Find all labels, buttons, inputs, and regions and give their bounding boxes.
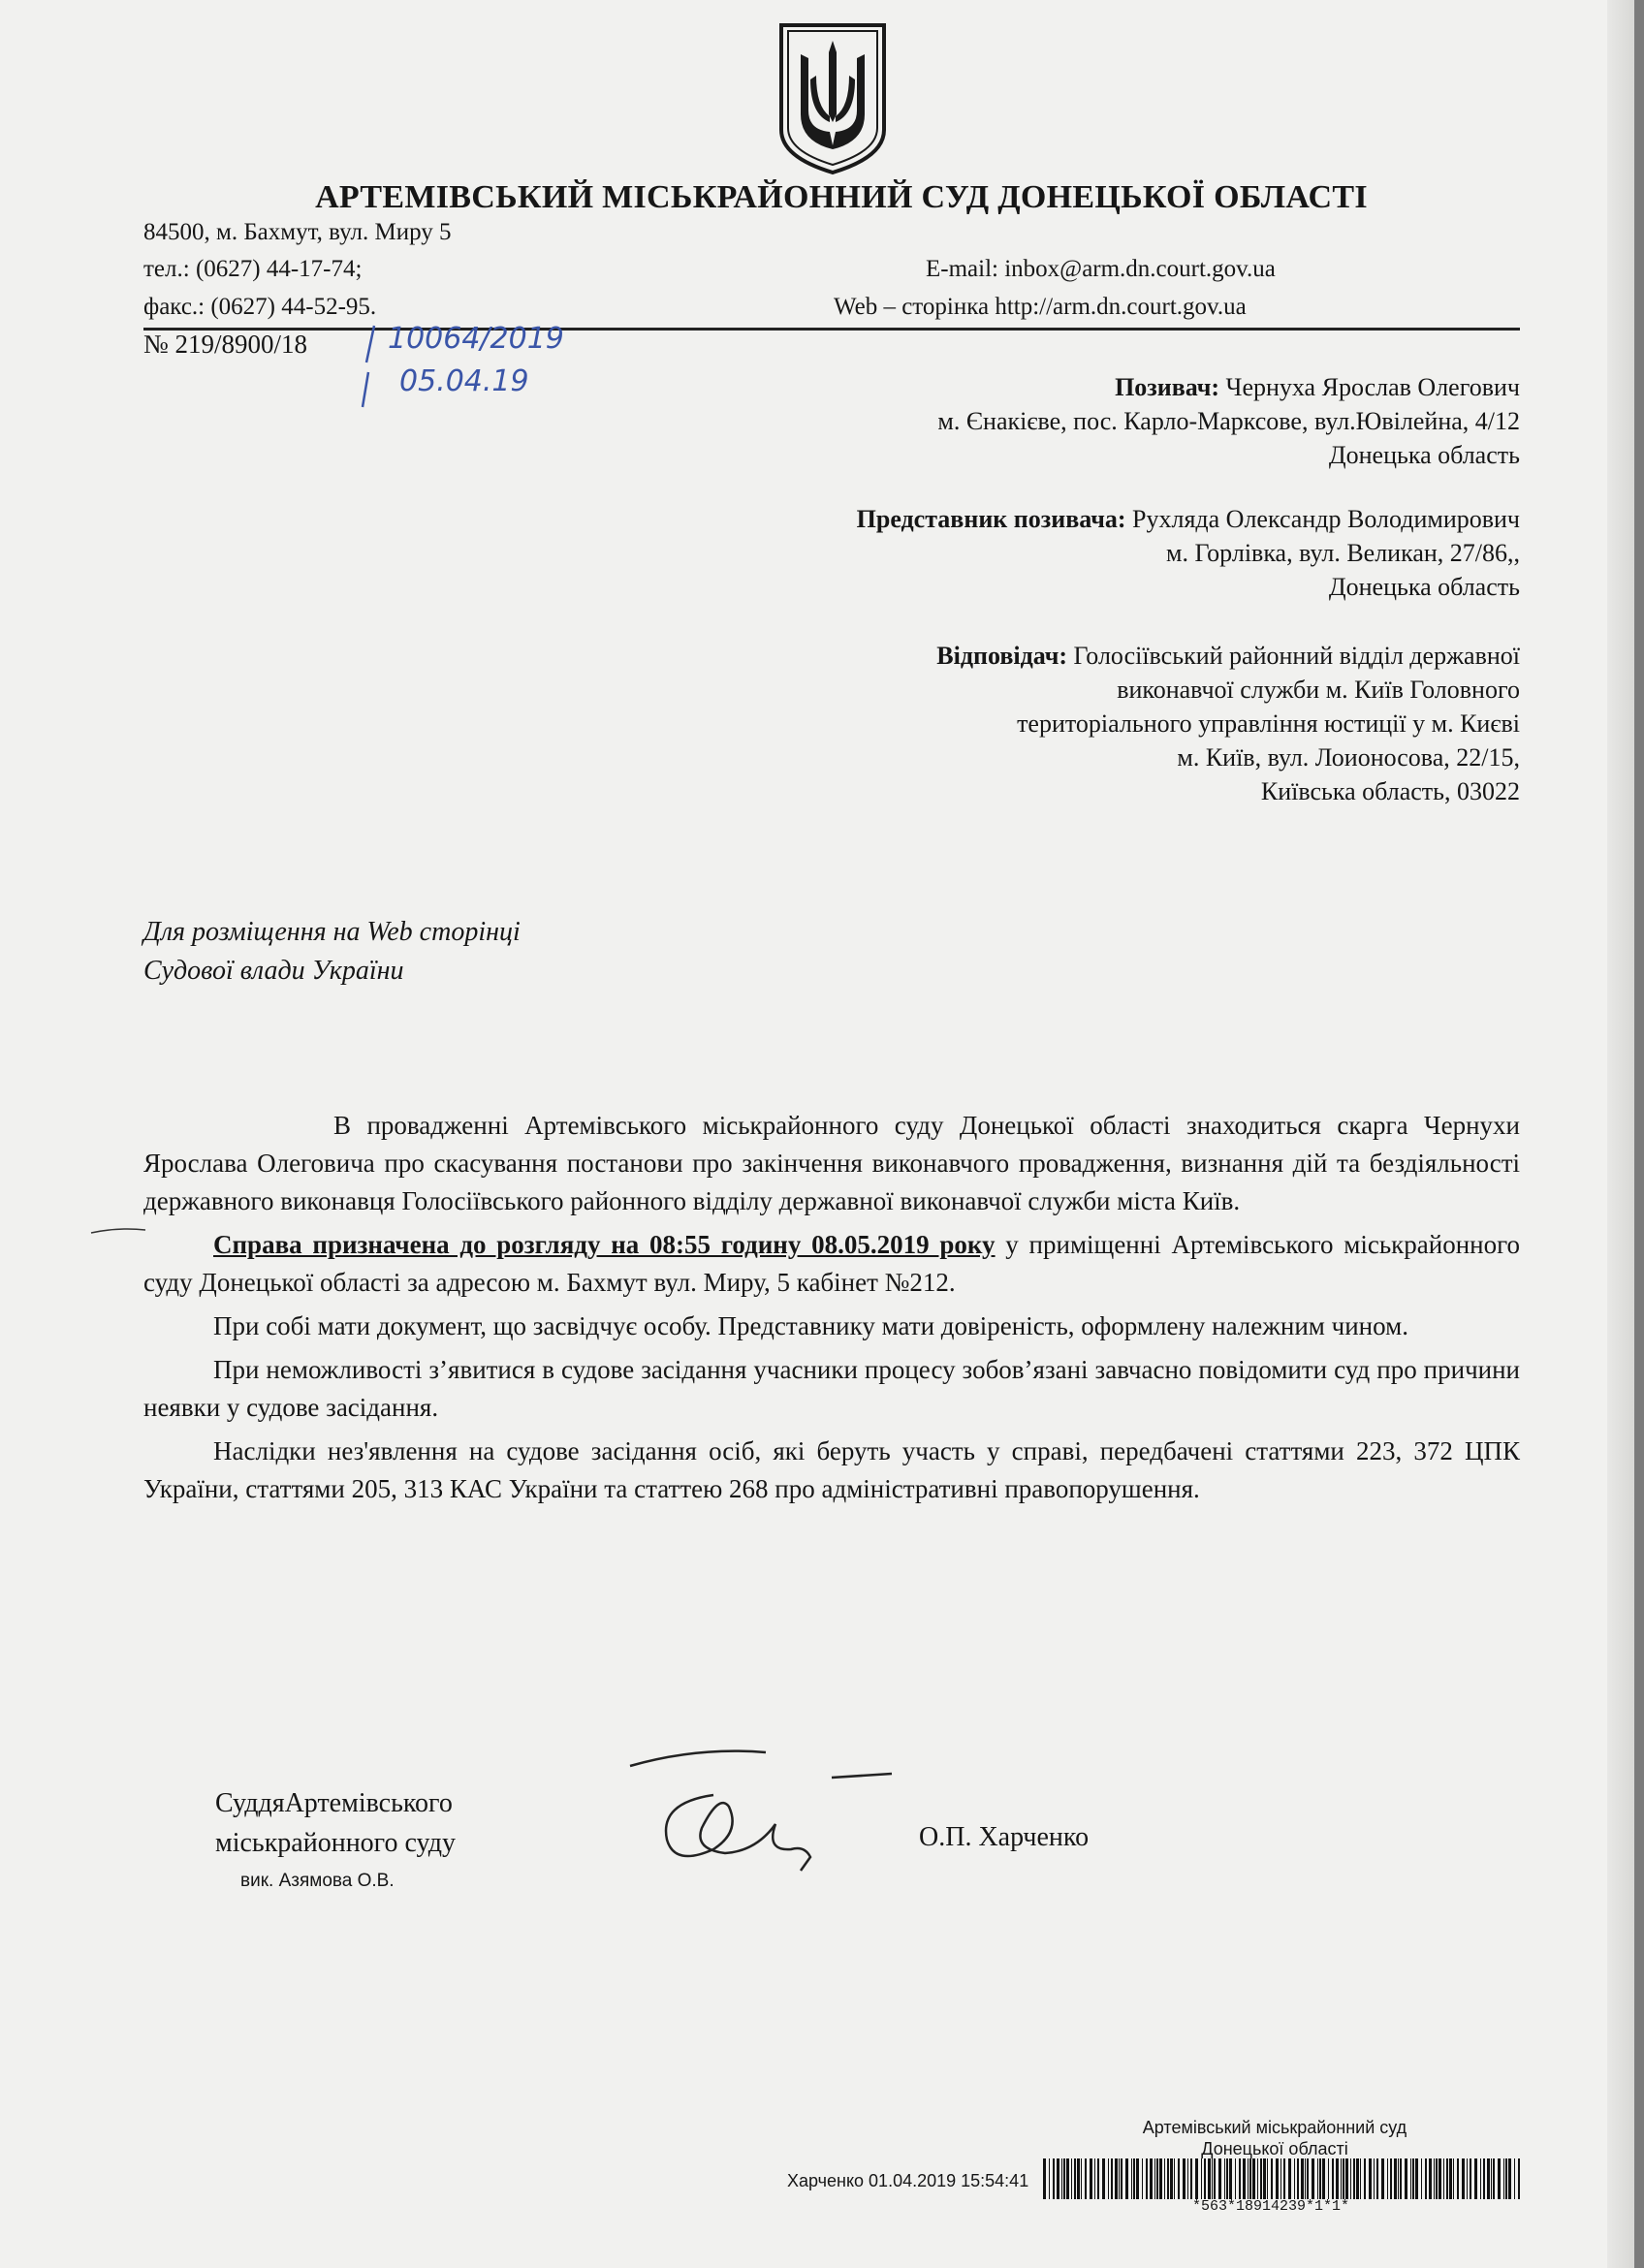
barcode-bar [1360, 2158, 1361, 2199]
barcode-bar [1283, 2158, 1285, 2199]
web-publication-note [143, 913, 521, 991]
handwritten-reg-date: 05.04.19 [399, 364, 529, 398]
barcode-bar [1049, 2158, 1050, 2199]
barcode-bar [1066, 2158, 1069, 2199]
barcode-bar [1353, 2158, 1355, 2199]
document-number: № 219/8900/18 [143, 330, 308, 359]
barcode-bar [1061, 2158, 1062, 2199]
court-fax: факс.: (0627) 44-52-95. [143, 294, 377, 320]
barcode-bar [1150, 2158, 1153, 2199]
barcode-bar [1195, 2158, 1198, 2199]
registry-stamp [1115, 2117, 1435, 2159]
body-paragraph-1: В провадженні Артемівського міськрайонного суду Донецької області знаходиться скарга Чернухи Ярослава Олеговича про скасування постанови про закінчення виконавчого провадження, визнання дій та бездіяльності державного виконавця Голосіївського районного відділу державної виконавчої служби міста Київ. [143, 1111, 1520, 1215]
barcode-icon [1043, 2158, 1524, 2199]
barcode-bar [1387, 2158, 1388, 2199]
barcode-bar [1249, 2158, 1251, 2199]
barcode-bar [1226, 2158, 1228, 2199]
barcode-bar [1125, 2158, 1128, 2199]
barcode-bar [1260, 2158, 1262, 2199]
representative-name: Рухляда Олександр Володимирович [1132, 505, 1520, 533]
barcode-bar [1381, 2158, 1384, 2199]
barcode-bar [1429, 2158, 1432, 2199]
plaintiff-address: м. Єнакієве, пос. Карло-Марксове, вул.Ювілейна, 4/12 [937, 407, 1520, 435]
barcode-bar [1142, 2158, 1143, 2199]
representative-block [857, 502, 1520, 604]
barcode-bar [1438, 2158, 1441, 2199]
barcode-bar [1350, 2158, 1351, 2199]
barcode-bar [1505, 2158, 1507, 2199]
barcode-number: *563*18914239*1*1* [1192, 2198, 1350, 2215]
barcode-bar [1390, 2158, 1392, 2199]
barcode-bar [1131, 2158, 1132, 2199]
court-address: 84500, м. Бахмут, вул. Миру 5 [143, 219, 452, 245]
barcode-bar [1487, 2158, 1490, 2199]
barcode-bar [1364, 2158, 1366, 2199]
barcode-bar [1174, 2158, 1175, 2199]
barcode-bar [1156, 2158, 1158, 2199]
barcode-bar [1328, 2158, 1329, 2199]
barcode-bar [1097, 2158, 1099, 2199]
barcode-bar [1446, 2158, 1448, 2199]
representative-label: Представник позивача: [856, 505, 1126, 533]
barcode-bar [1159, 2158, 1162, 2199]
barcode-bar [1508, 2158, 1511, 2199]
barcode-bar [1071, 2158, 1072, 2199]
note-line-1: Для розміщення на Web сторінці [143, 917, 521, 947]
barcode-bar [1187, 2158, 1188, 2199]
barcode-bar [1239, 2158, 1241, 2199]
barcode-bar [1449, 2158, 1452, 2199]
defendant-name-line-1: Голосіївський районний відділ державної [1073, 642, 1520, 670]
barcode-bar [1332, 2158, 1334, 2199]
barcode-bar [1322, 2158, 1325, 2199]
handwritten-slash-marks [349, 320, 630, 417]
barcode-bar [1136, 2158, 1139, 2199]
barcode-bar [1167, 2158, 1169, 2199]
barcode-bar [1443, 2158, 1444, 2199]
barcode-bar [1312, 2158, 1314, 2199]
barcode-bar [1276, 2158, 1279, 2199]
barcode-bar [1248, 2158, 1249, 2199]
defendant-label: Відповідач: [936, 642, 1068, 670]
body-paragraph-4: При неможливості з’явитися в судове засідання учасники процесу зобов’язані завчасно повідомити суд про причини неявки у судове засідання. [143, 1355, 1520, 1422]
barcode-bar [1108, 2158, 1109, 2199]
barcode-bar [1425, 2158, 1427, 2199]
plaintiff-name: Чернуха Ярослав Олегович [1225, 373, 1520, 401]
barcode-bar [1457, 2158, 1459, 2199]
barcode-bar [1208, 2158, 1211, 2199]
barcode-bar [1514, 2158, 1515, 2199]
handwritten-signature [620, 1735, 911, 1900]
barcode-bar [1369, 2158, 1372, 2199]
barcode-bar [1133, 2158, 1135, 2199]
barcode-bar [1057, 2158, 1059, 2199]
notice-body [143, 1107, 1520, 1514]
barcode-bar [1336, 2158, 1339, 2199]
barcode-bar [1053, 2158, 1055, 2199]
barcode-bar [1470, 2158, 1471, 2199]
barcode-bar [1111, 2158, 1113, 2199]
barcode-bar [1235, 2158, 1236, 2199]
barcode-bar [1063, 2158, 1065, 2199]
defendant-block [936, 639, 1520, 808]
judge-title-line-2: міськрайонного суду [215, 1828, 457, 1858]
court-phone: тел.: (0627) 44-17-74; [143, 256, 363, 282]
barcode-bar [1154, 2158, 1155, 2199]
barcode-bar [1356, 2158, 1359, 2199]
executor-note: вик. Азямова О.В. [240, 1871, 395, 1891]
barcode-bar [1415, 2158, 1418, 2199]
barcode-bar [1405, 2158, 1407, 2199]
barcode-bar [1421, 2158, 1422, 2199]
coat-of-arms-icon [775, 21, 890, 176]
body-paragraph-3: При собі мати документ, що засвідчує особу. Представнику мати довіреність, оформлену належним чином. [213, 1311, 1408, 1340]
barcode-bar [1081, 2158, 1082, 2199]
barcode-bar [1474, 2158, 1477, 2199]
barcode-bar [1183, 2158, 1186, 2199]
barcode-bar [1453, 2158, 1454, 2199]
plaintiff-label: Позивач: [1115, 373, 1220, 401]
barcode-bar [1164, 2158, 1165, 2199]
note-line-2: Судової влади України [143, 956, 404, 986]
barcode-bar [1090, 2158, 1092, 2199]
stamp-court-line-1: Артемівський міськрайонний суд [1142, 2118, 1407, 2137]
barcode-bar [1491, 2158, 1492, 2199]
barcode-bar [1483, 2158, 1485, 2199]
barcode-bar [1398, 2158, 1399, 2199]
barcode-bar [1218, 2158, 1221, 2199]
defendant-region: Київська область, 03022 [1260, 777, 1520, 805]
barcode-bar [1317, 2158, 1318, 2199]
barcode-bar [1074, 2158, 1076, 2199]
barcode-bar [1201, 2158, 1202, 2199]
barcode-bar [1257, 2158, 1258, 2199]
barcode-bar [1410, 2158, 1411, 2199]
scan-edge-dark [1634, 0, 1644, 2268]
barcode-bar [1204, 2158, 1206, 2199]
barcode-bar [1493, 2158, 1495, 2199]
court-title: АРТЕМІВСЬКИЙ МІСЬКРАЙОННИЙ СУД ДОНЕЦЬКОЇ ОБЛАСТІ [315, 179, 1368, 215]
barcode-bar [1214, 2158, 1216, 2199]
barcode-bar [1434, 2158, 1435, 2199]
barcode-bar [1498, 2158, 1501, 2199]
judge-name: О.П. Харченко [919, 1822, 1090, 1852]
hearing-location: у приміщенні Артемівського міськрайонного суду Донецької області за адресою м. Бахмут вул. Миру, 5 кабінет №212. [143, 1230, 1520, 1297]
hearing-date-emphasis: Справа призначена до розгляду на 08:55 годину 08.05.2019 року [213, 1230, 996, 1259]
barcode-bar [1280, 2158, 1281, 2199]
barcode-bar [1288, 2158, 1291, 2199]
defendant-address: м. Київ, вул. Лоионосова, 22/15, [1177, 743, 1520, 772]
plaintiff-block [937, 370, 1520, 472]
barcode-bar [1503, 2158, 1504, 2199]
barcode-bar [1319, 2158, 1321, 2199]
defendant-name-line-2: виконавчої служби м. Київ Головного [1117, 676, 1520, 704]
barcode-bar [1263, 2158, 1266, 2199]
barcode-bar [1345, 2158, 1348, 2199]
barcode-bar [1341, 2158, 1342, 2199]
court-email: E-mail: inbox@arm.dn.court.gov.ua [926, 256, 1276, 282]
barcode-bar [1077, 2158, 1080, 2199]
barcode-bar [1115, 2158, 1118, 2199]
barcode-bar [1305, 2158, 1306, 2199]
barcode-bar [1094, 2158, 1095, 2199]
barcode-bar [1307, 2158, 1309, 2199]
body-paragraph-2 [143, 1226, 1520, 1302]
pen-mark [89, 1227, 147, 1235]
plaintiff-region: Донецька область [1328, 441, 1520, 469]
barcode-bar [1394, 2158, 1397, 2199]
barcode-bar [1190, 2158, 1192, 2199]
barcode-bar [1119, 2158, 1120, 2199]
judge-title-line-1: СуддяАртемівського [215, 1788, 453, 1818]
handwritten-reg-number: 10064/2019 [388, 322, 564, 356]
barcode-bar [1294, 2158, 1295, 2199]
barcode-bar [1400, 2158, 1402, 2199]
barcode-bar [1480, 2158, 1481, 2199]
barcode-bar [1102, 2158, 1105, 2199]
representative-region: Донецька область [1328, 573, 1520, 601]
barcode-bar [1243, 2158, 1246, 2199]
barcode-bar [1146, 2158, 1148, 2199]
barcode-bar [1170, 2158, 1173, 2199]
barcode-bar [1462, 2158, 1465, 2199]
barcode-bar [1043, 2158, 1046, 2199]
body-paragraph-5: Наслідки нез'явлення на судове засідання осіб, які беруть участь у справі, передбачені статтями 223, 372 ЦПК України, статтями 205, 313 КАС України та статтею 268 про адміністративні правопорушення. [143, 1436, 1520, 1503]
barcode-bar [1085, 2158, 1087, 2199]
stamp-court-line-2: Донецької області [1201, 2139, 1348, 2158]
representative-address: м. Горлівка, вул. Великан, 27/86,, [1165, 539, 1520, 567]
barcode-bar [1252, 2158, 1255, 2199]
barcode-bar [1224, 2158, 1225, 2199]
barcode-bar [1301, 2158, 1304, 2199]
court-web: Web – сторінка http://arm.dn.court.gov.ua [834, 294, 1247, 320]
judge-title [215, 1783, 456, 1863]
barcode-bar [1271, 2158, 1273, 2199]
barcode-bar [1467, 2158, 1468, 2199]
barcode-bar [1297, 2158, 1299, 2199]
barcode-bar [1343, 2158, 1344, 2199]
barcode-bar [1178, 2158, 1180, 2199]
barcode-bar [1412, 2158, 1414, 2199]
barcode-bar [1374, 2158, 1375, 2199]
barcode-bar [1267, 2158, 1268, 2199]
defendant-name-line-3: територіального управління юстиції у м. Києві [1017, 709, 1520, 738]
barcode-bar [1121, 2158, 1122, 2199]
barcode-bar [1518, 2158, 1520, 2199]
barcode-bar [1436, 2158, 1438, 2199]
registry-timestamp: Харченко 01.04.2019 15:54:41 [787, 2171, 1029, 2190]
barcode-bar [1229, 2158, 1232, 2199]
barcode-bar [1212, 2158, 1213, 2199]
barcode-bar [1376, 2158, 1378, 2199]
